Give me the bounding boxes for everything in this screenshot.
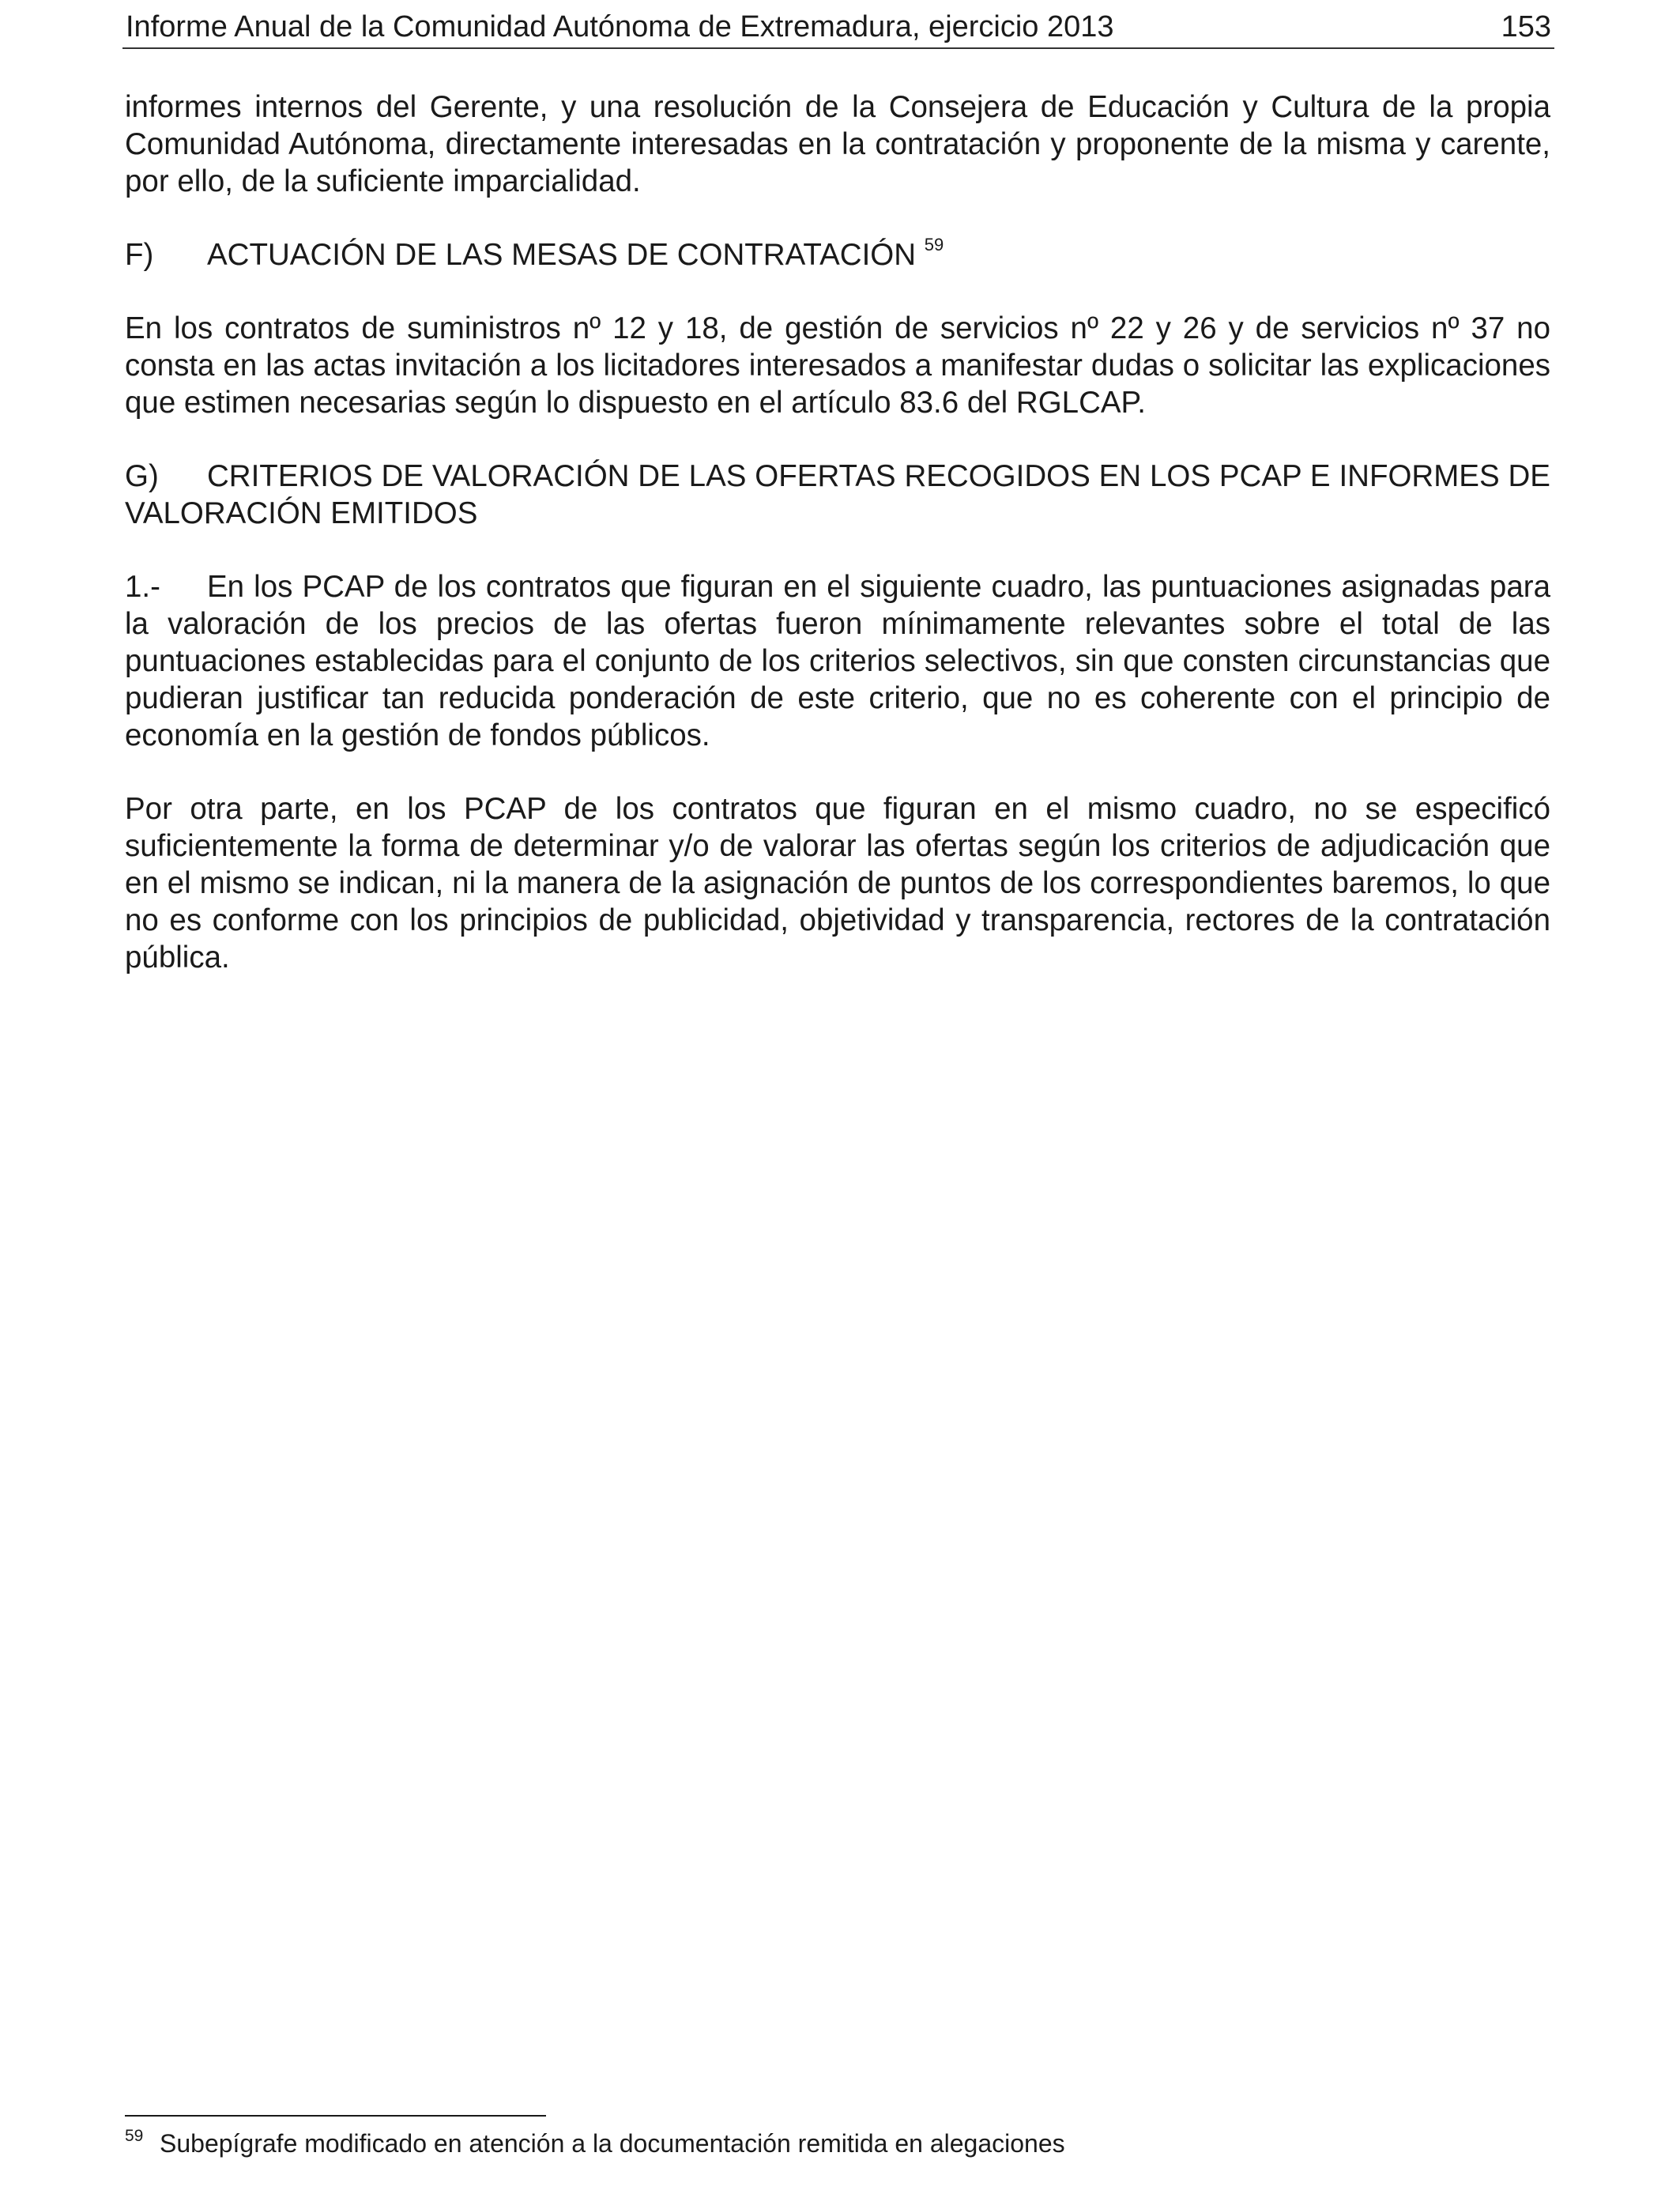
- section-f-paragraph: En los contratos de suministros nº 12 y 18, de gestión de servicios nº 22 y 26 y de servicios nº 37 no consta en las actas invitación a los licitadores interesados a manifestar dudas o solicitar las explicaciones que estimen necesarias según lo dispuesto en el artículo 83.6 del RGLCAP.: [125, 311, 1550, 420]
- footnote-divider: [125, 2115, 546, 2117]
- section-f-heading: [125, 236, 1550, 273]
- section-f-title: ACTUACIÓN DE LAS MESAS DE CONTRATACIÓN: [207, 238, 917, 272]
- footnote: 59 Subepígrafe modificado en atención a la documentación remitida en alegaciones: [125, 2127, 1065, 2158]
- footnote-text: Subepígrafe modificado en atención a la documentación remitida en alegaciones: [160, 2129, 1065, 2158]
- section-g-paragraph-2: Por otra parte, en los PCAP de los contratos que figuran en el mismo cuadro, no se especificó suficientemente la forma de determinar y/o de valorar las ofertas según los criterios de adjudicación que en el mismo se indican, ni la manera de la asignación de puntos de los correspondientes baremos, lo que no es conforme con los principios de publicidad, objetividad y transparencia, rectores de la contratación pública.: [125, 792, 1550, 974]
- section-g-label: G): [125, 459, 159, 493]
- section-g-item-1: [125, 568, 1550, 754]
- document-title: Informe Anual de la Comunidad Autónoma de Extremadura, ejercicio 2013: [126, 10, 1114, 43]
- footnote-reference[interactable]: 59: [924, 235, 944, 254]
- item-1-number: 1.-: [125, 570, 160, 604]
- item-1-text: En los PCAP de los contratos que figuran en el siguiente cuadro, las puntuaciones asignadas para la valoración de los precios de las ofertas fueron mínimamente relevantes sobre el total de las puntuaciones establecidas para el conjunto de los criterios selectivos, sin que consten circunstancias que pudieran justificar tan reducida ponderación de este criterio, que no es coherente con el principio de economía en la gestión de fondos públicos.: [125, 570, 1550, 752]
- section-g-heading: [125, 458, 1550, 532]
- section-f-label: F): [125, 238, 154, 272]
- intro-paragraph: informes internos del Gerente, y una resolución de la Consejera de Educación y Cultura de la propia Comunidad Autónoma, directamente interesadas en la contratación y proponente de la misma y carente, por ello, de la suficiente imparcialidad.: [125, 90, 1550, 198]
- page-number: 153: [1501, 10, 1551, 43]
- section-g-title: CRITERIOS DE VALORACIÓN DE LAS OFERTAS RECOGIDOS EN LOS PCAP E INFORMES DE VALORACIÓN EMITIDOS: [125, 459, 1550, 530]
- document-body: [125, 89, 1550, 976]
- page-header: [122, 6, 1554, 49]
